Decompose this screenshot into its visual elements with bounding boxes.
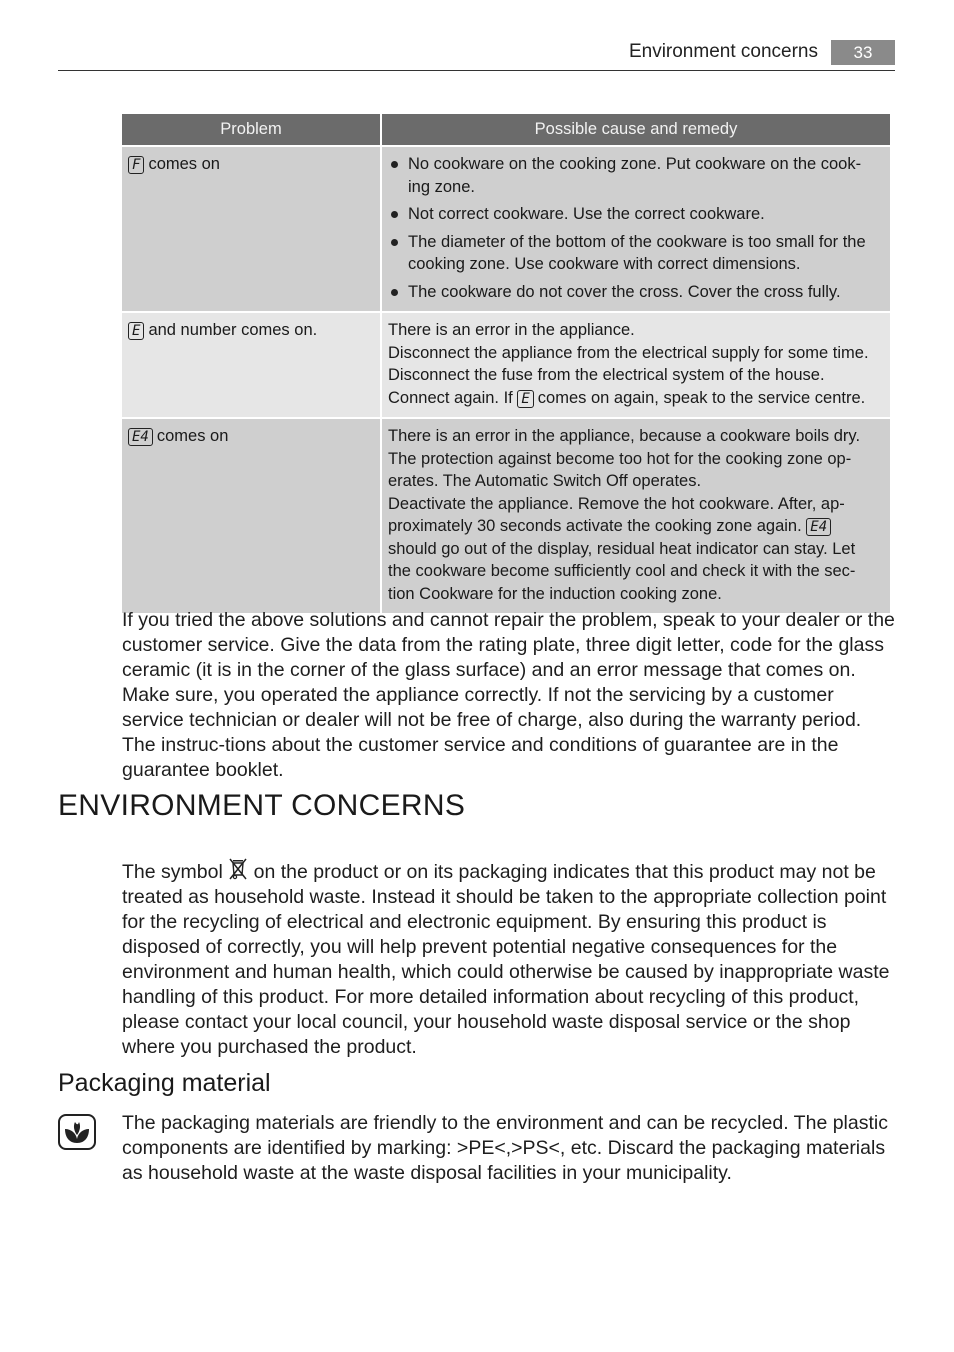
- section-heading-environment: ENVIRONMENT CONCERNS: [58, 789, 466, 822]
- problem-text: comes on: [148, 155, 220, 173]
- list-item: The diameter of the bottom of the cookware is too small for the cooking zone. Use cookware with correct dimensions.: [388, 231, 882, 276]
- remedy-text: Disconnect the appliance from the electrical supply for some time. Disconnect the fuse from the electrical system of the house. Connect again. If E comes on again, speak to the service centre.: [388, 343, 869, 407]
- header-divider: [58, 70, 895, 71]
- page-number: 33: [831, 40, 895, 65]
- table-header-row: [122, 114, 890, 145]
- remedy-text: There is an error in the appliance.: [388, 321, 635, 339]
- running-header-title: Environment concerns: [628, 41, 818, 62]
- list-item: The cookware do not cover the cross. Cover the cross fully.: [388, 281, 882, 304]
- problem-text: and number comes on.: [148, 321, 318, 339]
- table-row: [122, 147, 890, 311]
- problem-text: comes on: [156, 427, 229, 445]
- problem-cell: [122, 147, 380, 311]
- list-item: No cookware on the cooking zone. Put cookware on the cook-ing zone.: [388, 153, 882, 198]
- crossed-out-wheelie-bin-icon: [228, 857, 248, 881]
- subsection-heading-packaging: Packaging material: [58, 1069, 271, 1097]
- paragraph-text: Make sure, you operated the appliance correctly. If not the servicing by a customer service technician or dealer will not be free of charge, also during the warranty period. The instruc-tions about the customer service and conditions of guarantee are in the guarantee booklet.: [122, 684, 862, 781]
- paragraph-text: If you tried the above solutions and cannot repair the problem, speak to your dealer or the customer service. Give the data from the rating plate, three digit letter, code for the glass ceramic (it is in the corner of the glass surface) and an error message that comes on.: [122, 609, 895, 681]
- service-paragraph: [122, 608, 897, 783]
- remedy-text: Deactivate the appliance. Remove the hot cookware. After, ap-proximately 30 seconds activate the cooking zone again. E4should go out of the display, residual heat indicator can stay. Let the cookware become sufficiently cool and check it with the sec-tion Cookware for the induction cooking zone.: [388, 494, 856, 603]
- table-row: [122, 313, 890, 417]
- leaf-icon: [57, 1113, 97, 1151]
- troubleshooting-table: [120, 112, 892, 615]
- paragraph-text: The packaging materials are friendly to the environment and can be recycled. The plastic components are identified by marking: >PE<,>PS<, etc. Discard the packaging materials as household waste at the waste disposal facilities in your municipality.: [122, 1112, 888, 1184]
- display-code: E: [128, 322, 144, 340]
- problem-cell: [122, 313, 380, 417]
- column-header-remedy: Possible cause and remedy: [382, 114, 890, 145]
- list-item: Not correct cookware. Use the correct cookware.: [388, 203, 882, 226]
- problem-cell: [122, 419, 380, 613]
- display-code: E: [517, 390, 533, 408]
- remedy-list: [388, 153, 882, 303]
- display-code: E4: [806, 518, 831, 536]
- display-code: E4: [128, 428, 153, 446]
- table-row: [122, 419, 890, 613]
- column-header-problem: Problem: [122, 114, 380, 145]
- remedy-cell: [382, 419, 890, 613]
- remedy-cell: [382, 313, 890, 417]
- packaging-paragraph: [122, 1111, 897, 1186]
- remedy-cell: [382, 147, 890, 311]
- remedy-text: There is an error in the appliance, because a cookware boils dry. The protection against become too hot for the cooking zone op-erates. The Automatic Switch Off operates.: [388, 427, 861, 490]
- display-code: F: [128, 156, 144, 174]
- environment-paragraph: The symbol on the product or on its packaging indicates that this product may not be treated as household waste. Instead it should be taken to the appropriate collection point for the recycling of electrical and electronic equipment. By ensuring this product is disposed of correctly, you will help prevent potential negative consequences for the environment and human health, which could otherwise be caused by inappropriate waste handling of this product. For more detailed information about recycling of this product, please contact your local council, your household waste disposal service or the shop where you purchased the product.: [122, 857, 897, 1060]
